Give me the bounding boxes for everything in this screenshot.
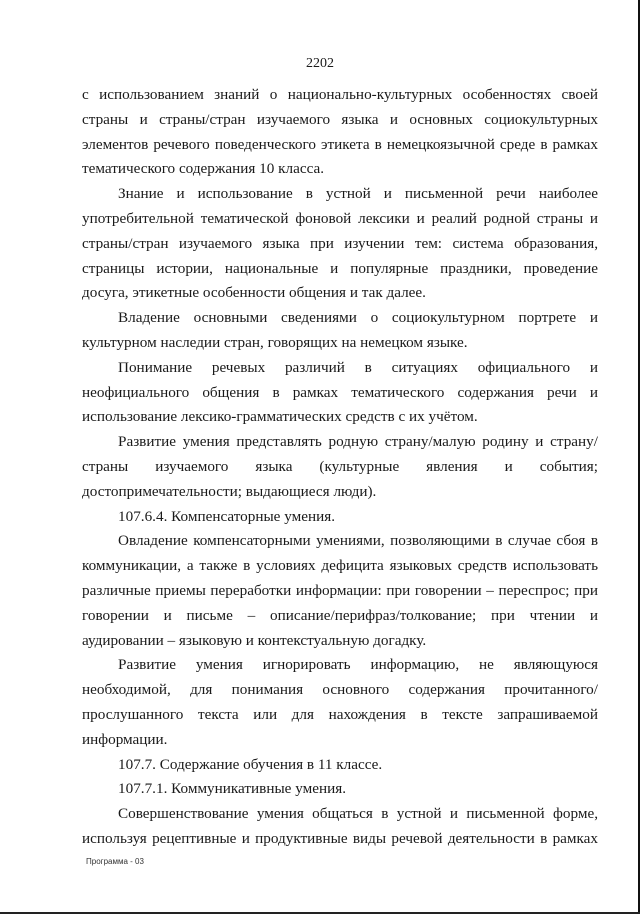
section-heading-grade-11: 107.7. Содержание обучения в 11 классе. — [118, 755, 383, 773]
footer-label: Программа - 03 — [86, 857, 144, 866]
paragraph-speech-differences: Понимание речевых различий в ситуациях официального и неофициального общения в рамках тематического содержания речи и использование лексико-грамматических средств с их учётом. — [82, 358, 598, 426]
paragraph-continuation: с использованием знаний о национально-культурных особенностях своей страны и страны/стран изучаемого языка и основных социокультурных элементов речевого поведенческого этикета в немецкоязычной среде в рамках тематического содержания 10 класса. — [82, 86, 598, 178]
body-text — [82, 83, 598, 852]
paragraph-sociocultural-portrait: Владение основными сведениями о социокультурном портрете и культурном наследии стран, говорящих на немецком языке. — [82, 309, 598, 351]
paragraph-communication-improvement: Совершенствование умения общаться в устной и письменной форме, используя рецептивные и продуктивные виды речевой деятельности в рамках — [82, 805, 598, 847]
section-heading-compensatory: 107.6.4. Компенсаторные умения. — [118, 507, 335, 525]
paragraph-ignore-information: Развитие умения игнорировать информацию, не являющуюся необходимой, для понимания основного содержания прочитанного/прослушанного текста или для нахождения в тексте запрашиваемой информации. — [82, 656, 598, 748]
paragraph-background-vocabulary: Знание и использование в устной и письменной речи наиболее употребительной тематической фоновой лексики и реалий родной страны и страны/стран изучаемого языка при изучении тем: система образования, страницы истории, национальные и популярные праздники, проведение досуга, этикетные особенности общения и так далее. — [82, 185, 598, 302]
section-heading-communicative: 107.7.1. Коммуникативные умения. — [118, 780, 346, 798]
paragraph-represent-country: Развитие умения представлять родную страну/малую родину и страну/страны изучаемого языка (культурные явления и события; достопримечательности; выдающиеся люди). — [82, 433, 598, 500]
paragraph-compensatory-skills: Овладение компенсаторными умениями, позволяющими в случае сбоя в коммуникации, а также в условиях дефицита языковых средств использовать различные приемы переработки информации: при говорении – переспрос; при говорении и письме – описание/перифраз/толкование; при чтении и аудировании – языковую и контекстуальную догадку. — [82, 532, 598, 649]
page-number: 2202 — [306, 56, 334, 71]
